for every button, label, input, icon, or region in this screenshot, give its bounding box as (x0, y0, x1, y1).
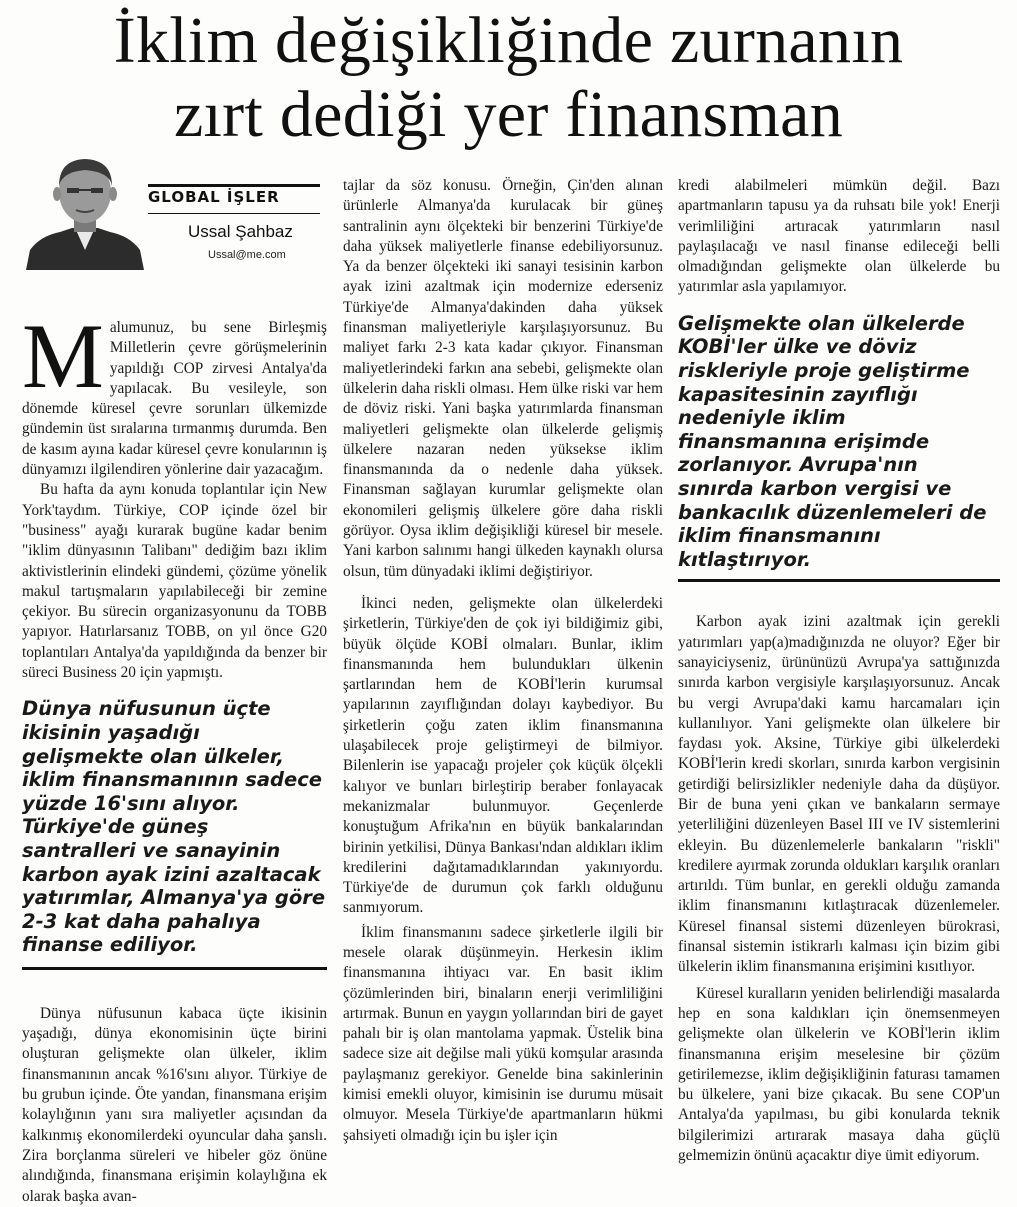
pull-quote: Dünya nüfusunun üçte ikisinin yaşadığı gelişmekte olan ülkeler, iklim finansmanının sadece yüzde 16'sını alıyor. Türkiye'de güneş santralleri ve sanayinin karbon ayak izini azaltacak yatırımlar, Almanya'ya göre 2-3 kat daha pahalıya finanse ediliyor. (22, 697, 326, 957)
paragraph: Küresel kuralların yeniden belirlendiği masalarda hep en sona kaldıkları için önemsenmeyen gelişmekte olan ülkelerin ve KOBİ'lerin iklim finansmanına erişim meselesine bir çözüm getirilemezse, iklim değişikliğinin faturası tamamen bu ülkelere, yani bize çıkacak. Bu sene COP'un Antalya'da yapılması, bu gibi konularda teknik bilgilerimizi artırarak masaya daha güçlü gelmemizin önünü açacaktır diye ümit ediyorum. (678, 984, 1000, 1165)
author-email: Ussal@me.com (208, 249, 286, 261)
article-column-3 (678, 176, 1000, 1166)
paragraph-text: alumunuz, bu sene Birleşmiş Milletlerin çevre görüşmelerinin yapıldığı COP zirvesi Antalya'da yapılacak. Bu vesileyle, son dönemde küresel çevre sorunları ülkemizde gündemin üst sıralarına tırmanmış durumda. Ben de kasım ayına kadar küresel çevre konularının iş dünyamızı ilgilendiren yönlerine dair yazacağım. (22, 319, 327, 479)
headline-line-1: İklim değişikliğinde zurnanın (113, 4, 904, 77)
drop-cap: M (22, 305, 104, 407)
paragraph: İkinci neden, gelişmekte olan ülkelerdeki şirketlerin, Türkiye'den de çok iyi bildiğimiz gibi, büyük ölçüde KOBİ olmaları. Bunlar, iklim finansmanında hem bulundukları ülkenin şartlarından hem de KOBİ'lerin kurumsal yapılarının zayıflığından dolayı kaybediyor. Bu şirketlerin çoğu zaten iklim finansmanına ulaşabilecek proje geliştirmeyi de bilmiyor. Bilenlerin ise yapacağı projeler çok küçük ölçekli kalıyor ve bunları birleştirip beraber fonlayacak mekanizmalar bulunmuyor. Geçenlerde konuştuğum Afrika'nın en büyük bankalarından birinin yetkilisi, Dünya Bankası'ndan aldıkları iklim kredilerini dağıtamadıklarından yakınıyordu. Türkiye'de de durumun çok farklı olduğunu sanmıyorum. (343, 594, 663, 917)
byline (18, 150, 330, 270)
headline-line-2: zırt dediği yer finansman (173, 78, 844, 151)
article-headline (0, 4, 1017, 152)
paragraph: Dünya nüfusunun kabaca üçte ikisinin yaşadığı, dünya ekonomisinin üçte birini oluşturan gelişmekte olan ülkeler, iklim finansmanının ancak %16'sını alıyor. Türkiye de bu grubun içinde. Öte yandan, finansmana erişim kolaylığının yanı sıra maliyetler açısından da kalkınmış ekonomilerdeki oyuncular daha şanslı. Zira borçlanma süreleri ve hibeler göz önüne alındığında, finansmana erişimin kolaylığına ek olarak başka avan- (22, 1004, 327, 1205)
byline-rule-bottom (148, 213, 320, 214)
author-photo (26, 150, 144, 270)
column-section-name: GLOBAL İŞLER (148, 188, 280, 206)
pull-quote: Gelişmekte olan ülkelerde KOBİ'ler ülke ve döviz riskleriyle proje geliştirme kapasitesinin zayıflığı nedeniyle iklim finansmanına erişimde zorlanıyor. Avrupa'nın sınırda karbon vergisi ve bankacılık düzenlemeleri de iklim finansmanını kıtlaştırıyor. (678, 311, 987, 571)
author-name: Ussal Şahbaz (188, 222, 293, 241)
paragraph: Karbon ayak izini azaltmak için gerekli yatırımları yap(a)madığınızda ne oluyor? Eğer bir sanayiciyseniz, ürününüzü Avrupa'ya sattığınızda sınırda karbon vergisiyle karşılaşıyorsunuz. Ancak bu vergi Avrupa'daki kamu harcamaları için kullanılıyor. Yani gelişmekte olan ülkelere bir faydası yok. Aksine, Türkiye gibi ülkelerdeki KOBİ'lerin kredi skorları, sınırda karbon vergisinin getirdiği belirsizlikler nedeniyle daha da düşüyor. Bir de buna yeni çıkan ve bankaların sermaye yeterliliğini düzenleyen Basel III ve IV sistemlerini ekleyin. Bu düzenlemelerle bankaların "riskli" kredilere ayırmak zorunda oldukları karşılık oranları artırıldı. Tüm bunlar, en gerekli olduğu zamanda iklim finansmanını kıtlaştıracak düzenlemeler. Küresel finansal sistemi düzenleyen bürokrasi, finansal sistemin istikrarlı kalması için bizim gibi ülkelerin iklim finansmanına erişimini kısıtlıyor. (678, 613, 1000, 976)
article-column-2 (343, 176, 663, 1146)
article-column-1 (22, 305, 327, 1207)
byline-rule-top (148, 184, 320, 187)
author-portrait-icon (26, 150, 144, 270)
paragraph: kredi alabilmeleri mümkün değil. Bazı apartmanların tapusu ya da ruhsatı bile yok! Enerji verimliliğini artıracak yatırımların nasıl paylaşılacağı ve nasıl finanse edileceği belli olmadığından gelişmekte olan ülkelerde bu yatırımlar asla yapılamıyor. (678, 177, 1000, 296)
paragraph: Bu hafta da aynı konuda toplantılar için New York'taydım. Türkiye, COP içinde özel bir "business" ayağı kurarak bugüne kadar benim "iklim dünyasının Talibanı" dediğim bazı iklim aktivistlerinin elindeki gündemi, çözüme yönelik makul tartışmaların yapılabileceği bir zemine çekiyor. Bu sürecin organizasyonunu da TOBB yapıyor. Hatırlarsanız TOBB, on yıl önce G20 toplantıları Antalya'da yapıldığında da benzer bir süreci Business 20 için yapmıştı. (22, 481, 327, 682)
paragraph: tajlar da söz konusu. Örneğin, Çin'den alınan ürünlerle Almanya'da kurulacak bir güneş santralinin aynı ölçekteki bir benzerini Türkiye'de daha yüksek maliyetlerle finanse edebiliyorsunuz. Ya da benzer ölçekteki iki sanayi tesisinin karbon ayak izini azaltmak için modernize ederseniz Türkiye'de Almanya'dakinden daha yüksek finansman maliyetleriyle karşılaşıyorsunuz. Bu maliyet farkı 2-3 kata kadar çıkıyor. Finansman maliyetlerindeki farkın ana sebebi, gelişmekte olan ülkelerin daha riskli olması. Hem ülke riski var hem de döviz riski. Yani başka yatırımlarda finansman maliyetleri gelişmekte olan ülkelerde gelişmiş ülkelere nazaran neden yüksekse iklim finansmanında da o nedenle daha yüksek. Finansman sağlayan kurumlar gelişmekte olan ekonomileri gelişmiş ülkelere göre daha riskli görüyor. Oysa iklim değişikliği küresel bir mesele. Yani karbon salınımı hangi ülkeden kaynaklı olursa olsun, tüm dünyadaki iklimi değiştiriyor. (343, 177, 663, 580)
paragraph (22, 305, 327, 480)
paragraph: İklim finansmanını sadece şirketlerle ilgili bir mesele olarak düşünmeyin. Herkesin iklim finansmanına ihtiyacı var. En basit iklim çözümlerinden biri, binaların enerji verimliliğini artırmak. Bunun en yaygın yollarından biri de gayet pahalı bir iş olan mantolama yapmak. Üstelik bina sadece size ait değilse mali yükü komşular arasında paylaşmanız gerekiyor. Genelde bina sakinlerinin kimisi emekli oluyor, kimisinin ise durumu müsait olmuyor. Mesela Türkiye'de apartmanların hükmi şahsiyeti olmadığı için bu işler için (343, 923, 663, 1144)
